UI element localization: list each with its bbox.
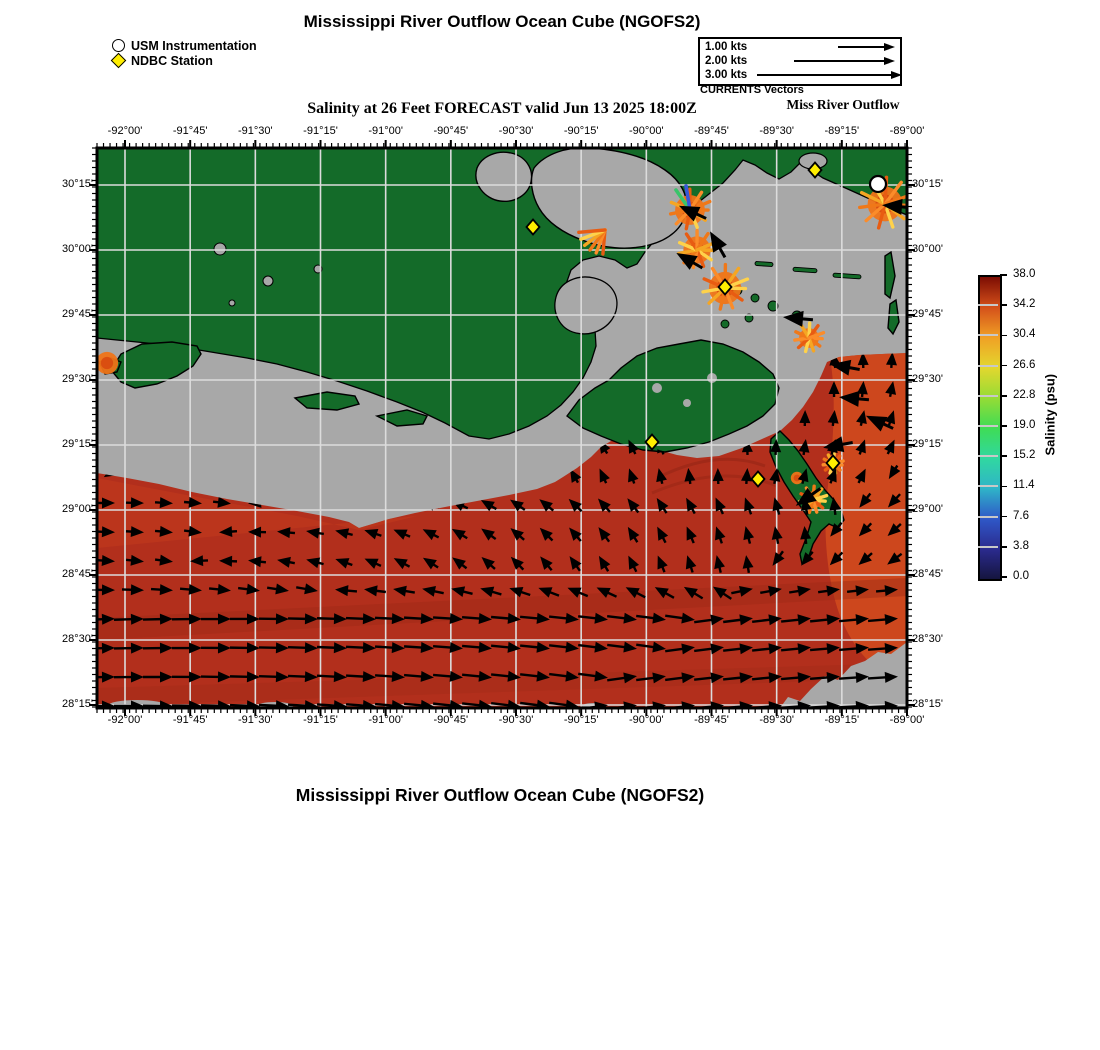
y-tick-label: 30°15' <box>62 178 93 190</box>
x-tick-label: -91°45' <box>172 125 208 137</box>
y-tick-label: 28°30' <box>912 633 943 645</box>
colorbar-tick <box>1000 486 1007 488</box>
vector-line <box>794 60 884 61</box>
x-tick-label: -90°45' <box>433 714 469 726</box>
salinity-colorbar <box>978 275 1002 581</box>
currents-scale-row <box>705 69 895 81</box>
colorbar-segment-line <box>978 485 998 487</box>
x-tick-label: -92°00' <box>107 125 143 137</box>
colorbar-tick-label: 30.4 <box>1013 328 1036 341</box>
vector-arrowhead-icon <box>891 71 902 79</box>
diamond-icon <box>111 53 127 69</box>
colorbar-tick-label: 11.4 <box>1013 479 1035 492</box>
y-tick-label: 29°30' <box>912 373 943 385</box>
x-tick-label: -89°45' <box>694 714 729 726</box>
legend-item-ndbc <box>112 53 257 68</box>
vector-arrowhead-icon <box>884 57 895 65</box>
colorbar-tick <box>1000 546 1007 548</box>
x-tick-label: -91°30' <box>238 125 273 137</box>
y-tick-label: 30°00' <box>62 243 93 255</box>
x-tick-label: -89°00' <box>889 714 925 726</box>
colorbar-tick-label: 7.6 <box>1013 509 1029 522</box>
colorbar-tick <box>1000 304 1007 306</box>
y-tick-label: 28°30' <box>62 633 93 645</box>
currents-scale-row <box>705 41 895 53</box>
forecast-subtitle: Salinity at 26 Feet FORECAST valid Jun 13 2025 18:00Z <box>307 100 697 117</box>
x-tick-label: -91°15' <box>303 714 338 726</box>
colorbar-tick <box>1000 455 1007 457</box>
map-plot <box>87 138 917 718</box>
y-tick-label: 29°00' <box>62 503 93 515</box>
colorbar-tick-label: 19.0 <box>1013 419 1036 431</box>
colorbar-tick <box>1000 274 1007 276</box>
colorbar-tick <box>1000 335 1007 337</box>
y-tick-label: 29°45' <box>912 308 943 320</box>
colorbar-segment-line <box>978 304 998 306</box>
colorbar-tick <box>1000 365 1007 367</box>
y-tick-label: 28°15' <box>912 698 943 710</box>
y-tick-label: 30°15' <box>912 178 943 190</box>
x-tick-label: -89°45' <box>694 125 729 137</box>
y-tick-label: 28°45' <box>912 568 943 580</box>
vector-arrowhead-icon <box>884 43 895 51</box>
colorbar-tick-label: 26.6 <box>1013 358 1036 371</box>
y-tick-label: 28°45' <box>62 568 93 580</box>
x-tick-label: -91°15' <box>303 125 338 137</box>
colorbar-tick <box>1000 516 1007 518</box>
colorbar-segment-line <box>978 425 998 427</box>
y-tick-label: 28°15' <box>62 698 93 710</box>
y-tick-label: 29°00' <box>912 503 943 515</box>
circle-icon <box>112 39 125 52</box>
colorbar-segment-line <box>978 455 998 457</box>
region-label: Miss River Outflow <box>786 97 900 112</box>
legend-item-usm <box>112 38 257 53</box>
x-tick-label: -91°45' <box>172 714 208 726</box>
x-tick-label: -90°30' <box>498 714 534 726</box>
colorbar-tick-label: 15.2 <box>1013 449 1036 462</box>
colorbar-title: Salinity (psu) <box>1042 373 1058 456</box>
page-title: Mississippi River Outflow Ocean Cube (NGOFS2) <box>303 12 701 31</box>
map-canvas <box>87 138 917 718</box>
colorbar-segment-line <box>978 395 998 397</box>
legend-label-ndbc: NDBC Station <box>131 53 213 68</box>
vector-line <box>757 74 891 75</box>
y-tick-label: 30°00' <box>912 243 943 255</box>
colorbar-tick-label: 3.8 <box>1013 539 1029 552</box>
x-tick-label: -90°45' <box>433 125 469 137</box>
lake-maurepas <box>476 152 532 201</box>
vector-line <box>838 46 884 47</box>
currents-caption: CURRENTS Vectors <box>700 84 804 96</box>
x-tick-label: -89°15' <box>824 714 860 726</box>
colorbar-segment-line <box>978 365 998 367</box>
station-legend <box>112 38 257 68</box>
y-tick-label: 29°15' <box>912 438 943 450</box>
colorbar-tick-label: 22.8 <box>1013 388 1036 401</box>
currents-scale-row <box>705 55 895 67</box>
y-tick-label: 29°30' <box>62 373 93 385</box>
x-tick-label: -91°30' <box>238 714 273 726</box>
lake-borgne <box>555 277 617 334</box>
currents-scale-label: 1.00 kts <box>705 40 748 53</box>
x-tick-label: -90°30' <box>498 125 534 137</box>
x-tick-label: -90°00' <box>629 714 664 726</box>
colorbar-segment-line <box>978 546 998 548</box>
y-tick-label: 29°45' <box>62 308 93 320</box>
x-tick-label: -90°00' <box>629 125 664 137</box>
x-tick-label: -89°00' <box>889 125 925 137</box>
y-tick-label: 29°15' <box>62 438 93 450</box>
colorbar-tick <box>1000 395 1007 397</box>
colorbar-tick-label: 38.0 <box>1013 268 1036 280</box>
currents-scale-label: 2.00 kts <box>705 54 748 67</box>
colorbar-segment-line <box>978 516 998 518</box>
colorbar-tick-label: 0.0 <box>1013 570 1029 582</box>
x-tick-label: -89°30' <box>759 714 794 726</box>
colorbar-tick <box>1000 425 1007 427</box>
currents-scale-label: 3.00 kts <box>705 68 748 81</box>
colorbar-tick-label: 34.2 <box>1013 298 1036 311</box>
x-tick-label: -89°30' <box>759 125 794 137</box>
colorbar-segment-line <box>978 334 998 336</box>
x-tick-label: -91°00' <box>368 125 403 137</box>
legend-label-usm: USM Instrumentation <box>131 38 257 53</box>
footer-title: Mississippi River Outflow Ocean Cube (NGOFS2) <box>295 785 705 805</box>
currents-vector-scale-box <box>698 37 902 86</box>
x-tick-label: -91°00' <box>368 714 403 726</box>
x-tick-label: -90°15' <box>563 714 599 726</box>
x-tick-label: -89°15' <box>824 125 860 137</box>
x-tick-label: -90°15' <box>563 125 599 137</box>
colorbar-tick <box>1000 576 1007 578</box>
x-tick-label: -92°00' <box>107 714 143 726</box>
